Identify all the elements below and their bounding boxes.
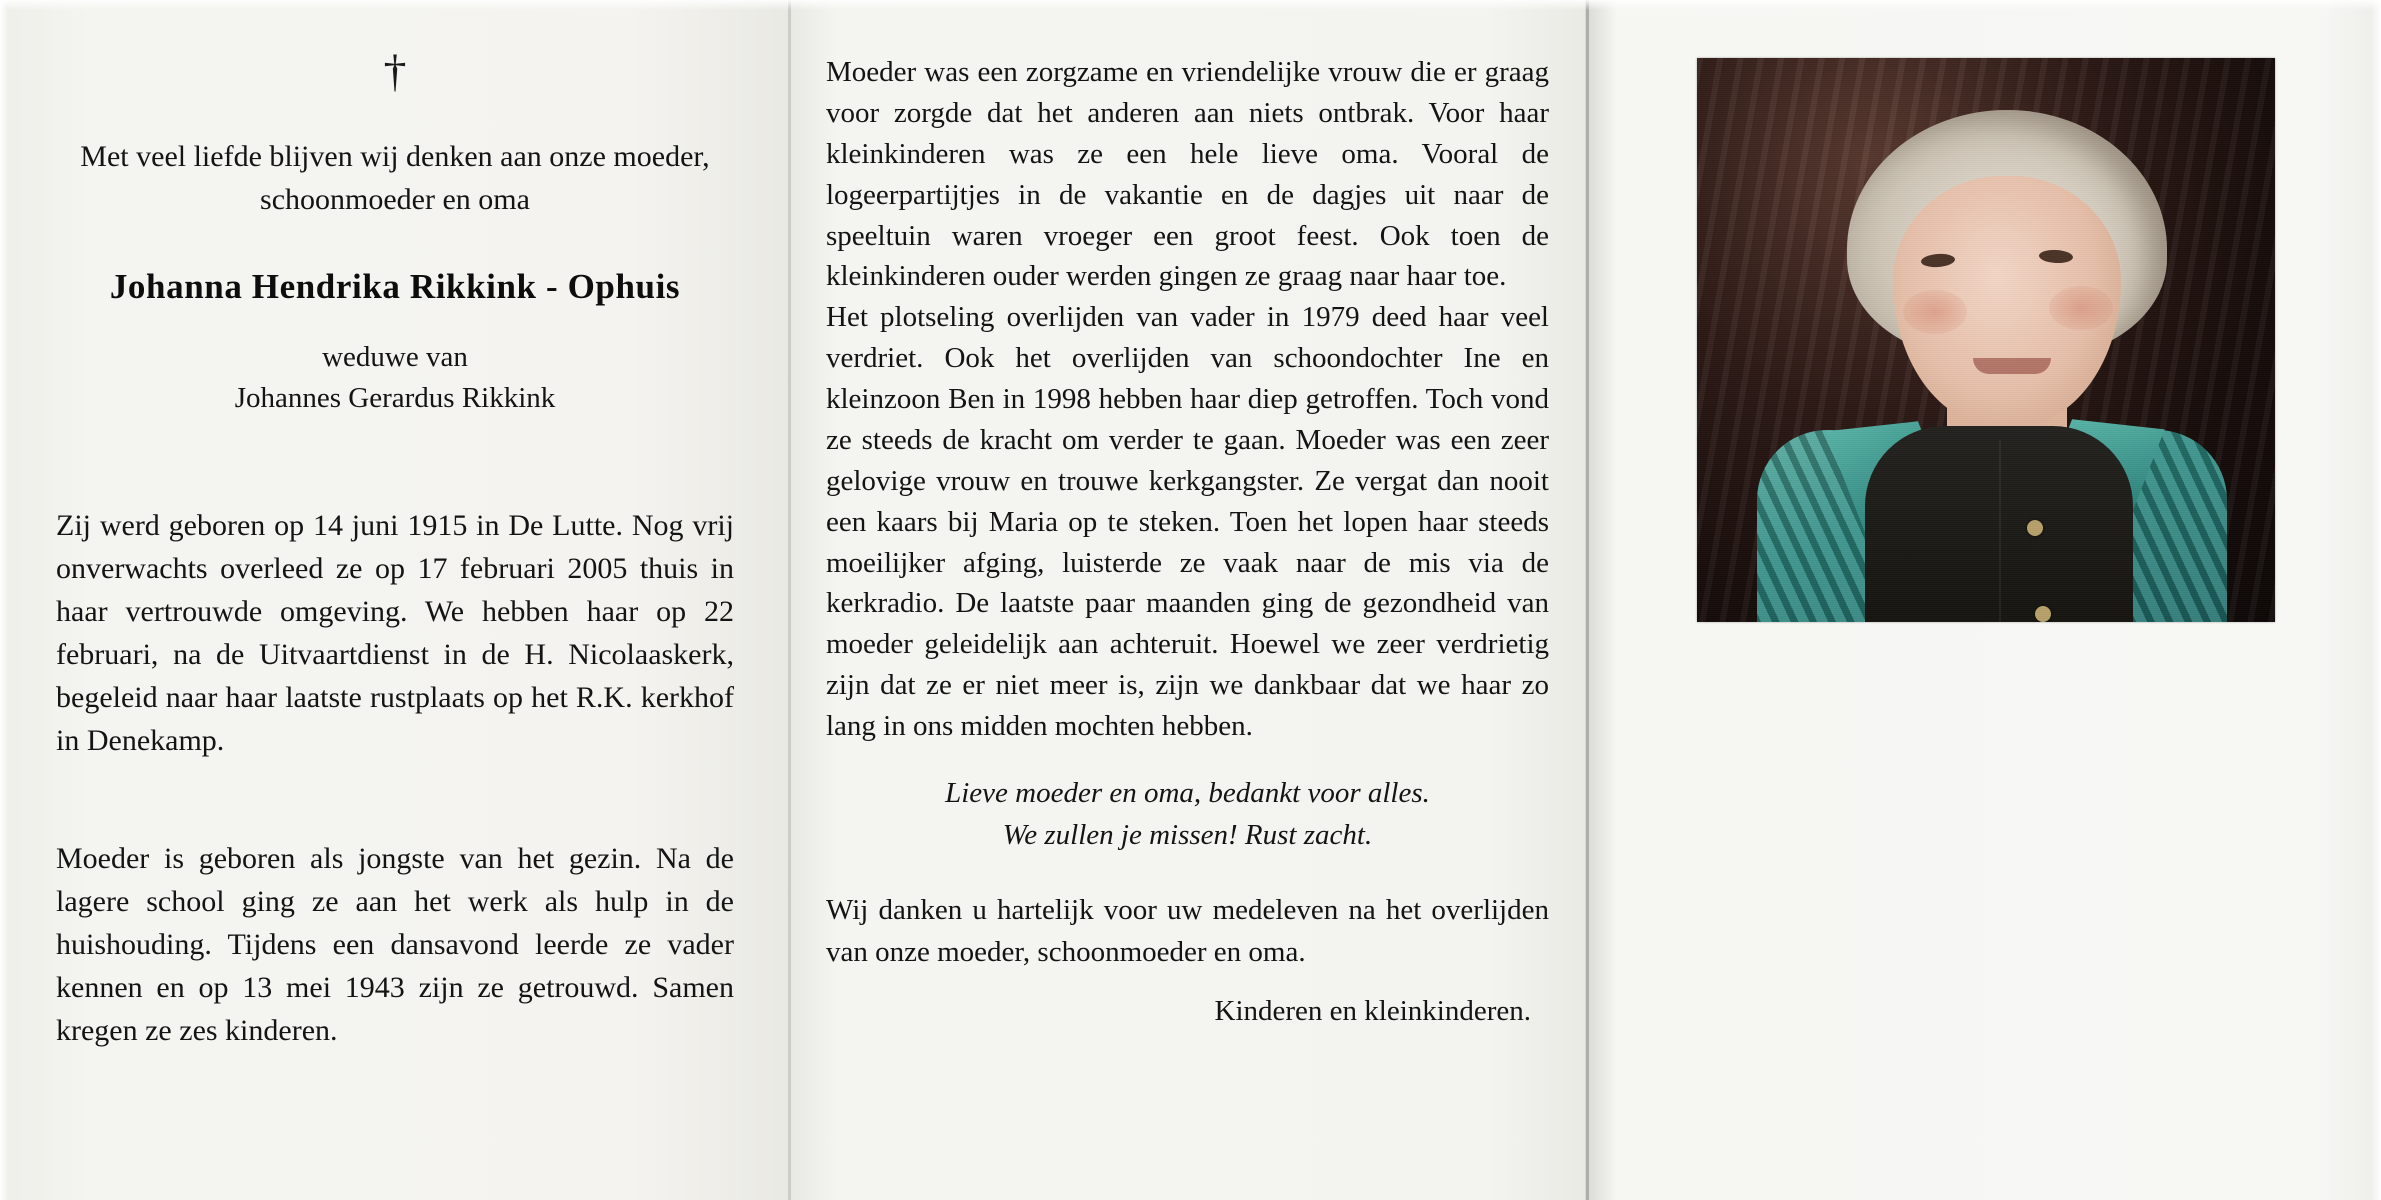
farewell-line-2: We zullen je missen! Rust zacht. <box>1002 818 1373 851</box>
fold-line-left <box>788 0 791 1200</box>
panel-left <box>0 0 790 1200</box>
vest-shape <box>1865 426 2133 622</box>
mouth-shape <box>1973 358 2051 374</box>
spouse-name: Johannes Gerardus Rikkink <box>234 382 556 415</box>
widow-label: weduwe van <box>322 341 468 374</box>
panel-right <box>1585 0 2381 1200</box>
portrait-photo <box>1697 58 2275 622</box>
cheek-left <box>1903 290 1967 334</box>
paper-edge-right <box>2371 0 2381 1200</box>
middle-paragraph-1: Moeder was een zorgzame en vriendelijke vrouw die er graag voor zorgde dat het anderen aan niets ontbrak. Voor haar kleinkinderen was ze een hele lieve oma. Vooral de logeerpartijtjes in de vakantie en de dagjes uit naar de speeltuin waren vroeger een groot feest. Ook toen de kleinkinderen ouder werden gingen ze graag naar haar toe. <box>826 56 1549 293</box>
middle-paragraph-2: Het plotseling overlijden van vader in 1979 deed haar veel verdriet. Ook het overlijden van schoondochter Ine en kleinzoon Ben in 1998 hebben haar diep getroffen. Toch vond ze steeds de kracht om verder te gaan. Moeder was een zeer gelovige vrouw en trouwe kerkgangster. Ze vergat dan nooit een kaars bij Maria op te steken. Toen het lopen haar steeds moeilijker afging, luisterde ze vaak naar de mis via de kerkradio. De laatste paar maanden ging de gezondheid van moeder geleidelijk aan achteruit. Hoewel we zeer verdrietig zijn dat ze er niet meer is, zijn we dankbaar dat we haar zo lang in ons midden mochten hebben. <box>826 301 1549 742</box>
left-paragraph-1: Zij werd geboren op 14 juni 1915 in De Lutte. Nog vrij onverwachts overleed ze op 17 februari 2005 thuis in haar vertrouwde omgeving. We hebben haar op 22 februari, na de Uitvaartdienst in de H. Nicolaaskerk, begeleid naar haar laatste rustplaats op het R.K. kerkhof in Denekamp. <box>56 508 734 758</box>
cheek-right <box>2049 286 2113 330</box>
farewell-block <box>826 773 1549 857</box>
vest-button-upper <box>2027 520 2043 536</box>
dedication-text: Met veel liefde blijven wij denken aan onze moeder, schoonmoeder en oma <box>80 140 710 216</box>
fold-line-right <box>1586 0 1589 1200</box>
panel-middle <box>790 0 1585 1200</box>
signature-line: Kinderen en kleinkinderen. <box>1214 994 1531 1027</box>
middle-text-block <box>826 0 1549 1028</box>
vest-button-lower <box>2035 606 2051 622</box>
cross-icon: † <box>383 45 407 96</box>
paper-top-highlight <box>0 0 2381 10</box>
farewell-line-1: Lieve moeder en oma, bedankt voor alles. <box>945 776 1430 809</box>
thanks-paragraph: Wij danken u hartelijk voor uw medeleven na het overlijden van onze moeder, schoonmoeder en oma. <box>826 894 1549 968</box>
left-paragraph-2: Moeder is geboren als jongste van het gezin. Na de lagere school ging ze aan het werk als hulp in de huishouding. Tijdens een dansavond leerde ze vader kennen en op 13 mei 1943 zijn ze getrouwd. Samen kregen ze zes kinderen. <box>56 841 734 1048</box>
paper-edge-left <box>0 0 8 1200</box>
deceased-name: Johanna Hendrika Rikkink - Ophuis <box>109 267 681 307</box>
